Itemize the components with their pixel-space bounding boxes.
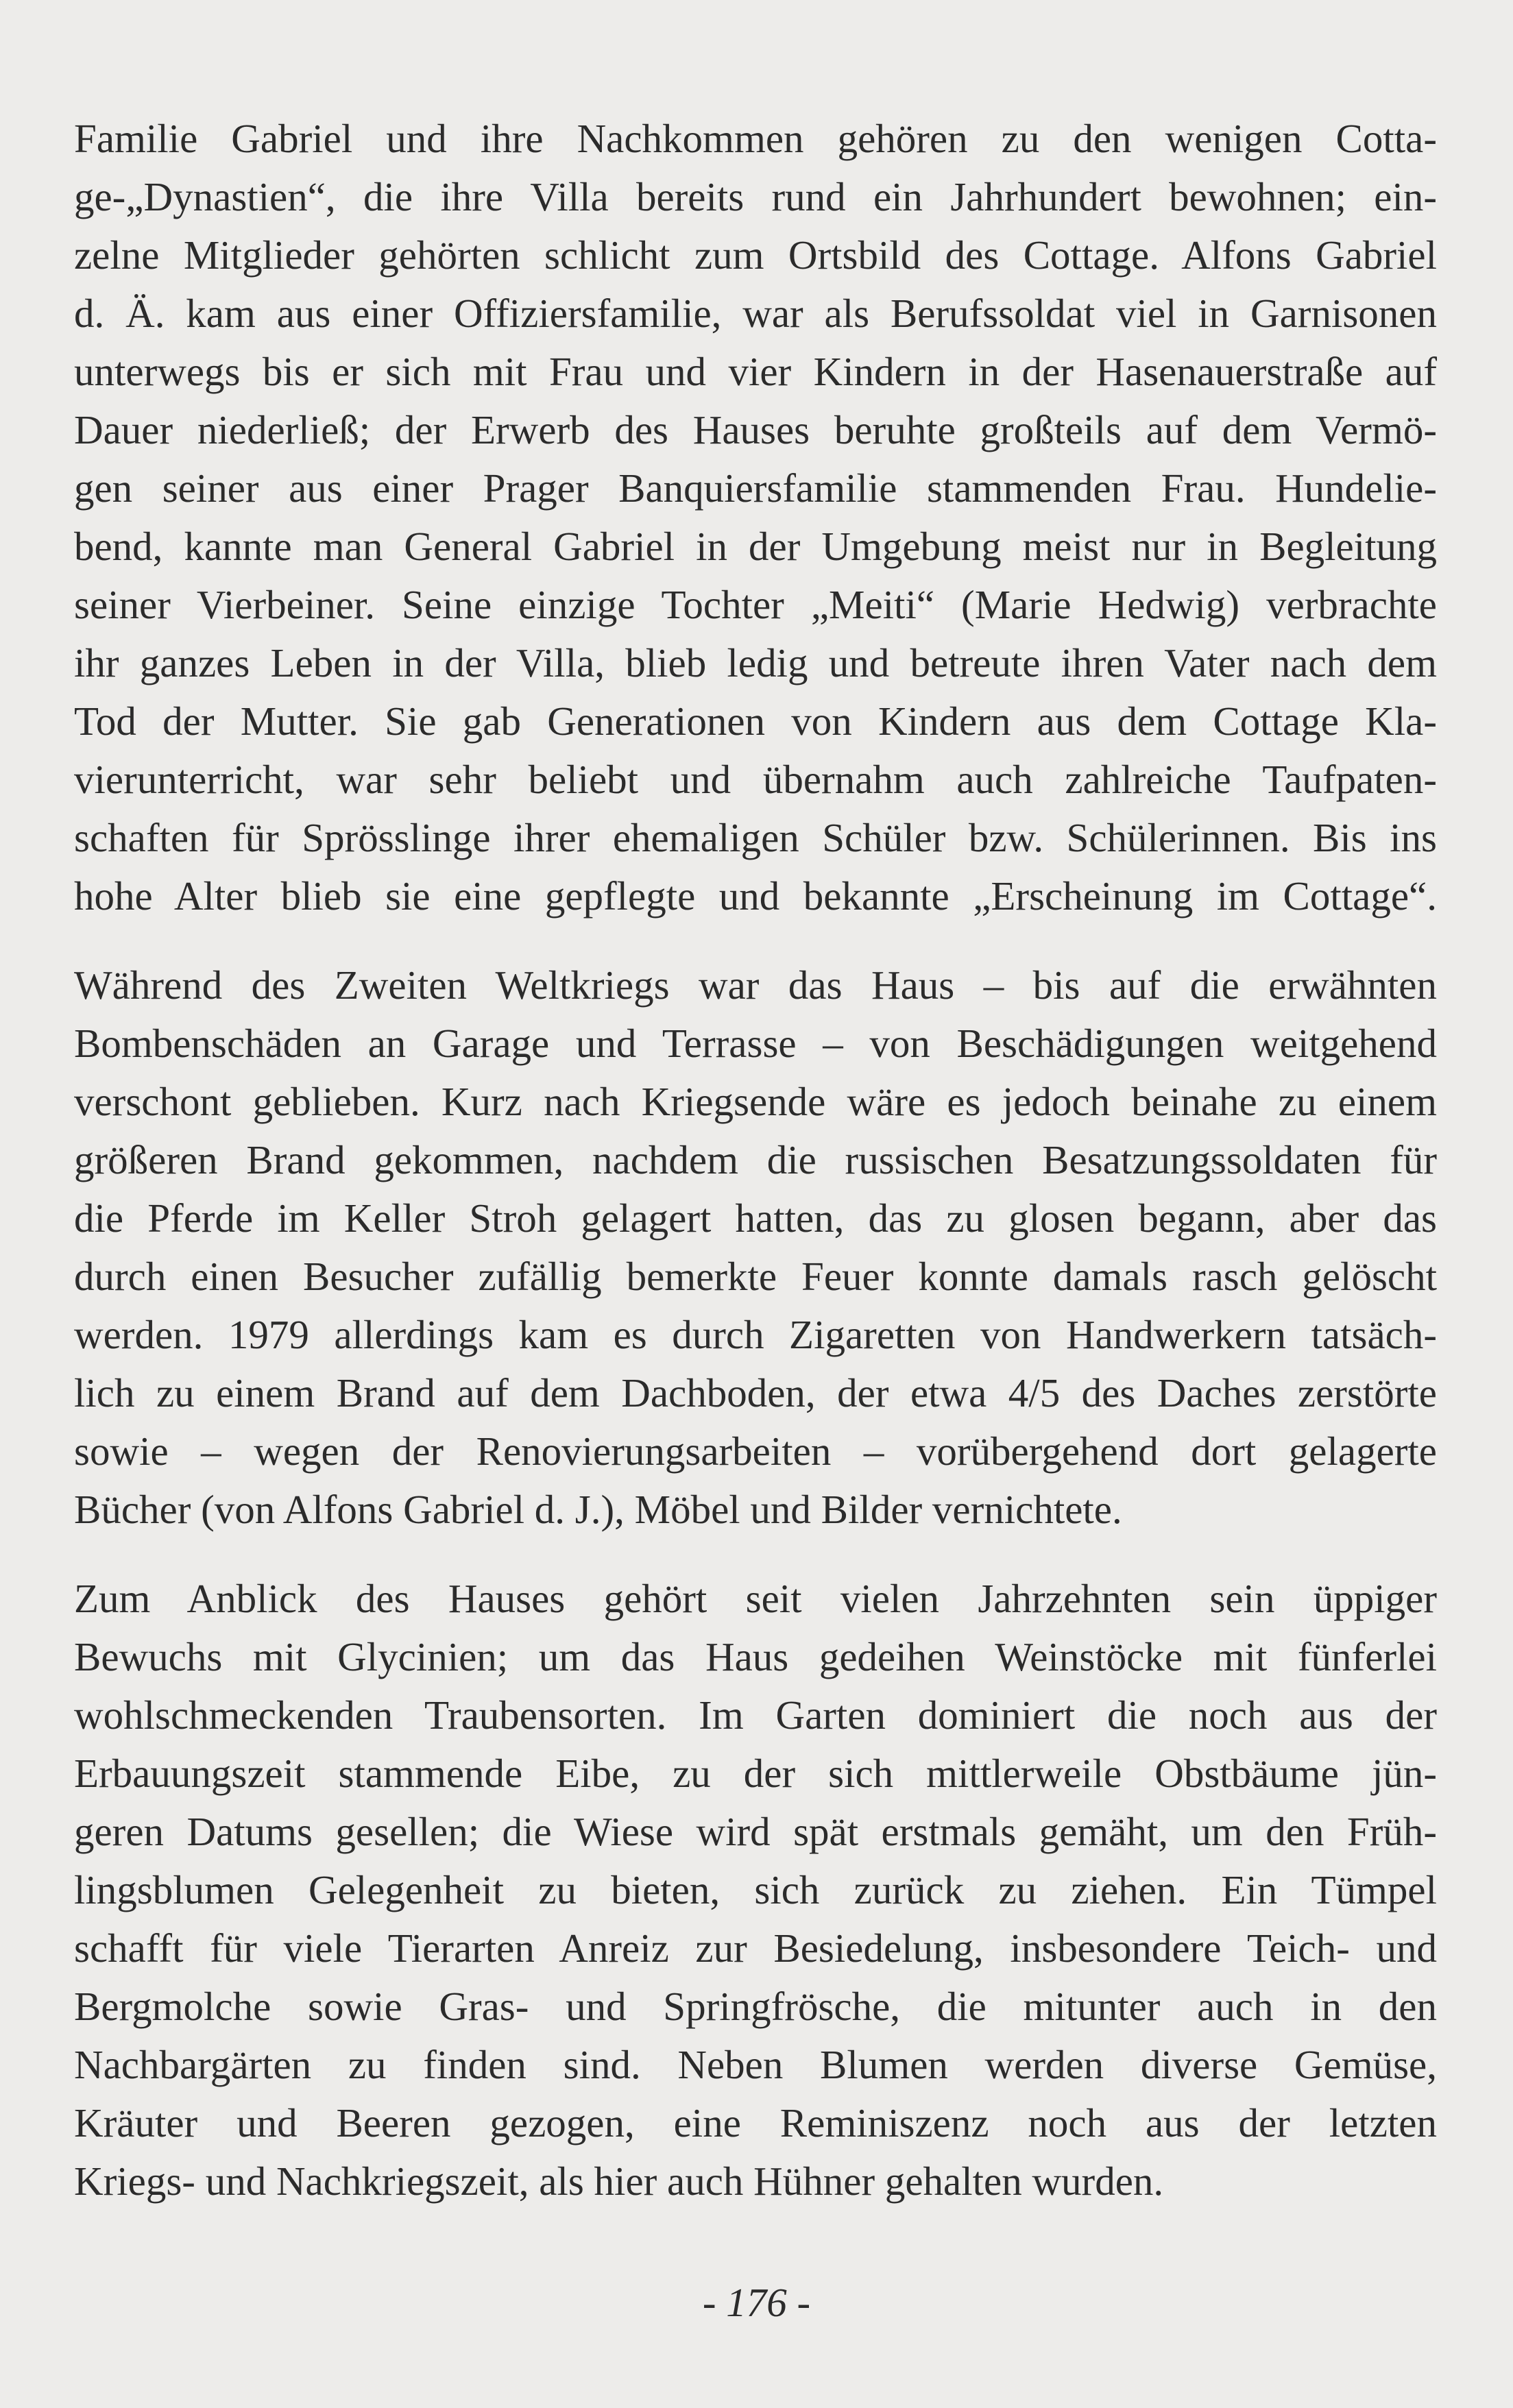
text-line: verschont geblieben. Kurz nach Kriegsende wäre es jedoch beinahe zu einem [74,1079,1437,1124]
text-line: Nachbargärten zu finden sind. Neben Blumen werden diverse Gemüse, [74,2042,1437,2087]
text-line: vierunterricht, war sehr beliebt und übernahm auch zahlreiche Taufpaten- [74,757,1437,802]
text-line: durch einen Besucher zufällig bemerkte Feuer konnte damals rasch gelöscht [74,1254,1437,1299]
text-line: Kräuter und Beeren gezogen, eine Reminiszenz noch aus der letzten [74,2100,1437,2145]
text-line: Dauer niederließ; der Erwerb des Hauses beruhte großteils auf dem Vermö- [74,407,1437,452]
text-line: Bewuchs mit Glycinien; um das Haus gedeihen Weinstöcke mit fünferlei [74,1634,1437,1679]
text-line: die Pferde im Keller Stroh gelagert hatten, das zu glosen begann, aber das [74,1195,1437,1241]
text-line: gen seiner aus einer Prager Banquiersfamilie stammenden Frau. Hundelie- [74,465,1437,511]
text-line: Erbauungszeit stammende Eibe, zu der sich mittlerweile Obstbäume jün- [74,1751,1437,1796]
text-line: ihr ganzes Leben in der Villa, blieb ledig und betreute ihren Vater nach dem [74,640,1437,685]
paragraph-1 [74,110,1437,925]
text-line: lich zu einem Brand auf dem Dachboden, der etwa 4/5 des Daches zerstörte [74,1370,1437,1415]
page-number: - 176 - [702,2280,811,2325]
text-line: Zum Anblick des Hauses gehört seit vielen Jahrzehnten sein üppiger [74,1576,1437,1621]
text-line: lingsblumen Gelegenheit zu bieten, sich zurück zu ziehen. Ein Tümpel [74,1867,1437,1912]
text-line: Bücher (von Alfons Gabriel d. J.), Möbel und Bilder vernichtete. [74,1487,1122,1532]
paragraph-2 [74,956,1437,1539]
text-line: unterwegs bis er sich mit Frau und vier Kindern in der Hasenauerstraße auf [74,349,1437,394]
text-line: hohe Alter blieb sie eine gepflegte und bekannte „Erscheinung im Cottage“. [74,873,1437,919]
text-line: Bergmolche sowie Gras- und Springfrösche, die mitunter auch in den [74,1984,1437,2029]
text-line: werden. 1979 allerdings kam es durch Zigaretten von Handwerkern tatsäch- [74,1312,1437,1357]
paragraph-3 [74,1570,1437,2211]
text-line: sowie – wegen der Renovierungsarbeiten – vorübergehend dort gelagerte [74,1428,1437,1474]
text-line: Während des Zweiten Weltkriegs war das Haus – bis auf die erwähnten [74,962,1437,1008]
text-line: schafft für viele Tierarten Anreiz zur Besiedelung, insbesondere Teich- und [74,1925,1437,1971]
text-line: seiner Vierbeiner. Seine einzige Tochter „Meiti“ (Marie Hedwig) verbrachte [74,582,1437,627]
text-line: zelne Mitglieder gehörten schlicht zum Ortsbild des Cottage. Alfons Gabriel [74,232,1437,278]
text-line: ge-„Dynastien“, die ihre Villa bereits rund ein Jahrhundert bewohnen; ein- [74,174,1437,219]
text-line: geren Datums gesellen; die Wiese wird spät erstmals gemäht, um den Früh- [74,1809,1437,1854]
text-line: Familie Gabriel und ihre Nachkommen gehören zu den wenigen Cotta- [74,116,1437,161]
text-line: Bombenschäden an Garage und Terrasse – von Beschädigungen weitgehend [74,1021,1437,1066]
text-line: größeren Brand gekommen, nachdem die russischen Besatzungssoldaten für [74,1137,1437,1182]
text-line: Kriegs- und Nachkriegszeit, als hier auch Hühner gehalten wurden. [74,2158,1164,2204]
text-line: schaften für Sprösslinge ihrer ehemaligen Schüler bzw. Schülerinnen. Bis ins [74,815,1437,860]
text-line: d. Ä. kam aus einer Offiziersfamilie, war als Berufssoldat viel in Garnisonen [74,291,1437,336]
text-line: wohlschmeckenden Traubensorten. Im Garten dominiert die noch aus der [74,1692,1437,1738]
text-line: bend, kannte man General Gabriel in der Umgebung meist nur in Begleitung [74,524,1437,569]
text-line: Tod der Mutter. Sie gab Generationen von Kindern aus dem Cottage Kla- [74,698,1437,744]
